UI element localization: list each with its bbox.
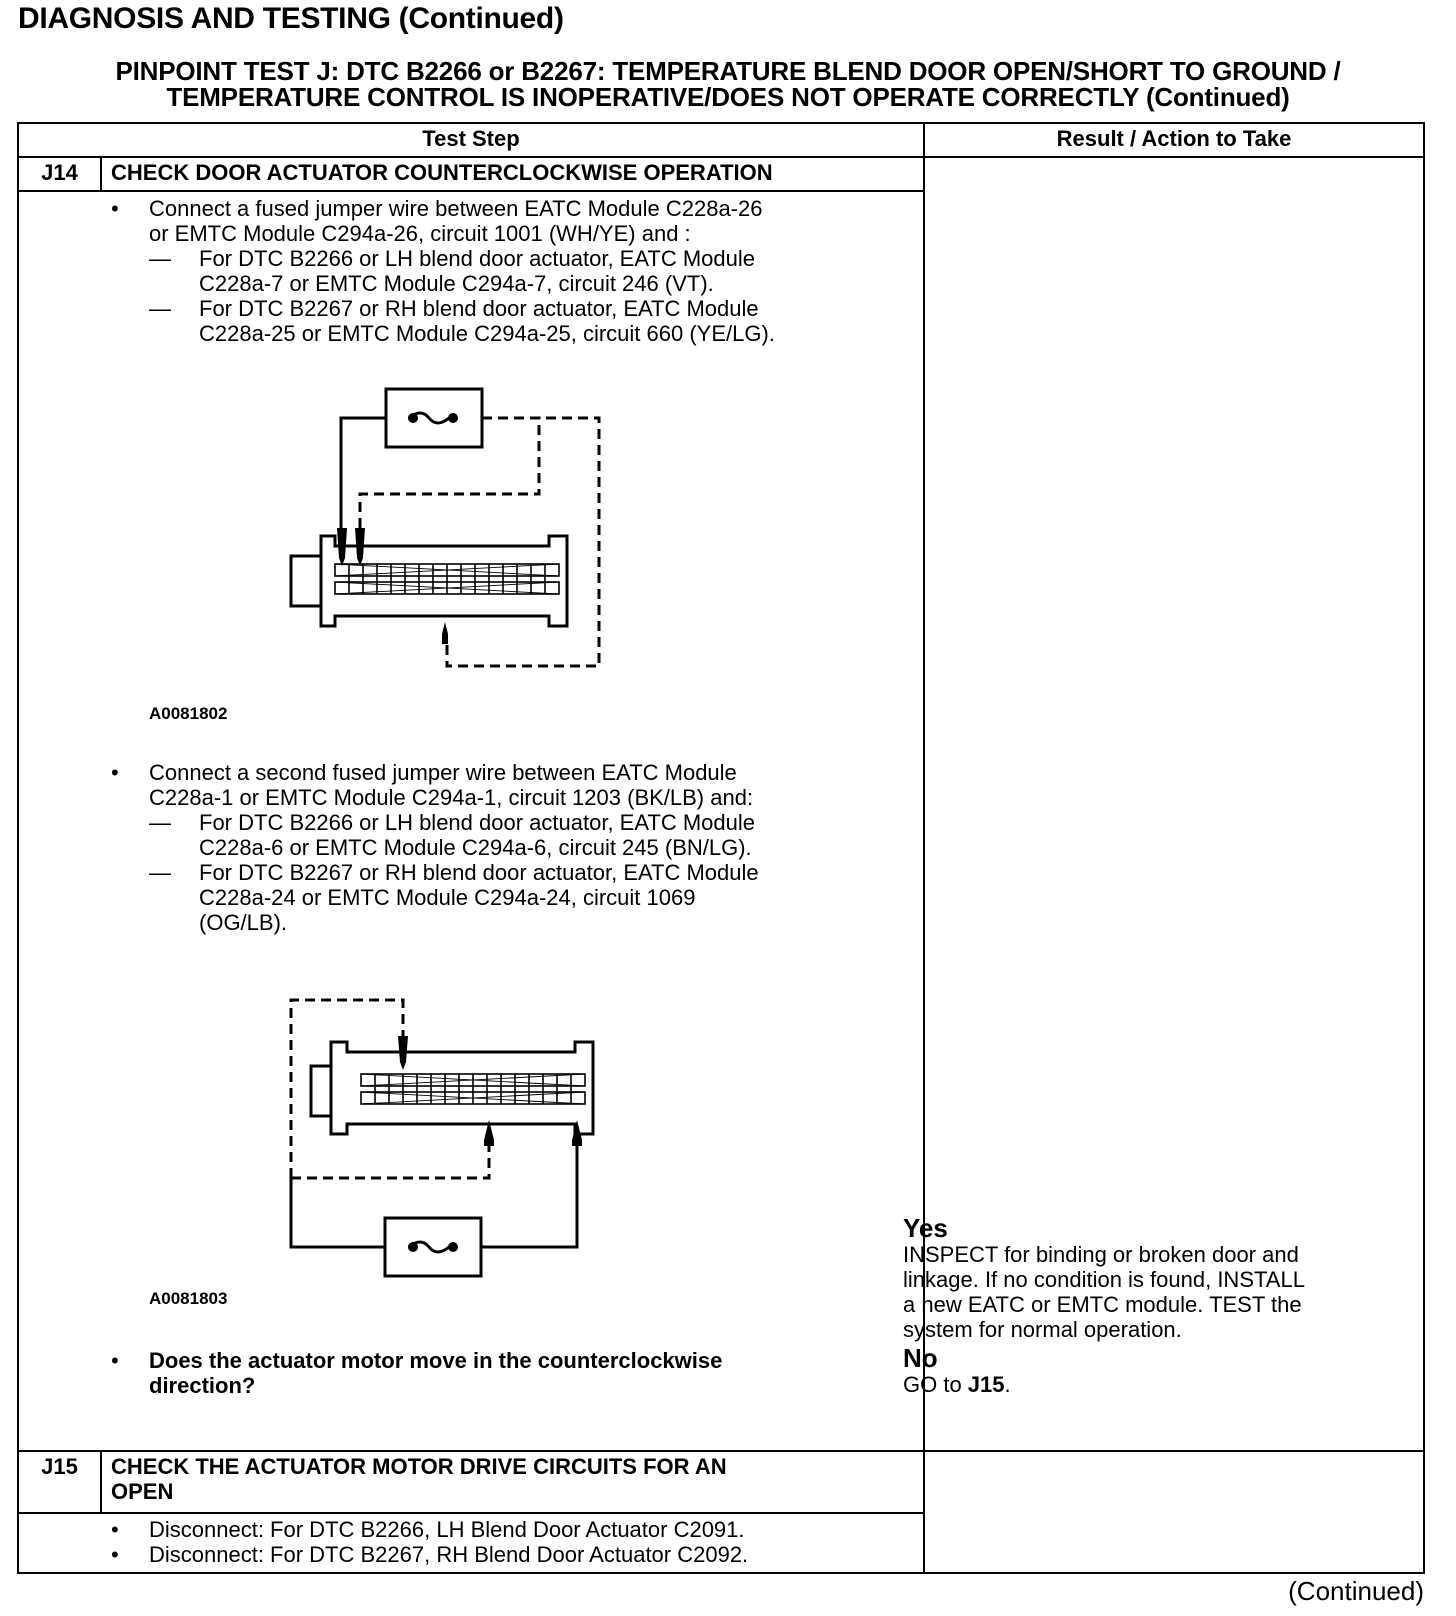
j15-title-line: OPEN — [111, 1479, 174, 1504]
sub-bullet-line: C228a-7 or EMTC Module C294a-7, circuit 246 (VT). — [199, 271, 714, 296]
jumper-wire-dashed-2 — [447, 418, 599, 666]
j14-bullet-1 — [111, 196, 911, 346]
dash-mark: — — [149, 860, 171, 885]
sub-bullet-line: C228a-25 or EMTC Module C294a-25, circuit 660 (YE/LG). — [199, 321, 775, 346]
yes-label: Yes — [903, 1213, 948, 1243]
j14-result-no — [903, 1344, 1403, 1397]
connector-pins — [335, 564, 559, 594]
bullet-line: Connect a second fused jumper wire between EATC Module — [149, 760, 737, 785]
bullet-mark: • — [111, 1348, 119, 1373]
sub-bullet-line: For DTC B2266 or LH blend door actuator, EATC Module — [199, 810, 755, 835]
j14-step-title: CHECK DOOR ACTUATOR COUNTERCLOCKWISE OPERATION — [111, 160, 773, 185]
sub-bullet-line: C228a-24 or EMTC Module C294a-24, circuit 1069 — [199, 885, 696, 910]
bullet-line: Disconnect: For DTC B2266, LH Blend Door Actuator C2091. — [149, 1517, 745, 1542]
bullet-mark: • — [111, 1542, 119, 1567]
connector-latch — [311, 1066, 331, 1116]
j15-title-rule — [19, 1512, 923, 1514]
continued-footer: (Continued) — [1288, 1576, 1424, 1606]
yes-action-line: system for normal operation. — [903, 1317, 1182, 1342]
header-test-step: Test Step — [422, 126, 520, 151]
question-line: direction? — [149, 1373, 256, 1398]
header-result: Result / Action to Take — [1056, 126, 1292, 151]
yes-action-line: a new EATC or EMTC module. TEST the — [903, 1292, 1302, 1317]
connector-body — [331, 1042, 593, 1134]
sub-bullet-line: (OG/LB). — [199, 910, 288, 935]
connector-diagram-2 — [279, 986, 639, 1286]
test-table — [17, 122, 1425, 1574]
go-to-j15-link[interactable]: J15 — [967, 1372, 1005, 1397]
bullet-line: Connect a fused jumper wire between EATC Module C228a-26 — [149, 196, 763, 221]
title-line-1: PINPOINT TEST J: DTC B2266 or B2267: TEMPERATURE BLEND DOOR OPEN/SHORT TO GROUND / — [115, 56, 1341, 86]
no-action-prefix: GO to — [903, 1372, 968, 1397]
figure-1-label: A0081802 — [149, 704, 228, 723]
j14-end-rule — [19, 1450, 1423, 1452]
sub-bullet-line: For DTC B2267 or RH blend door actuator, EATC Module — [199, 296, 759, 321]
connector-pins — [361, 1074, 585, 1104]
yes-action-line: linkage. If no condition is found, INSTALL — [903, 1267, 1305, 1292]
pinpoint-test-title — [0, 58, 1456, 110]
j14-id-divider — [100, 156, 102, 190]
bullet-mark: • — [111, 196, 119, 221]
figure-2-label: A0081803 — [149, 1289, 228, 1308]
j15-title-line: CHECK THE ACTUATOR MOTOR DRIVE CIRCUITS FOR AN — [111, 1454, 727, 1479]
dash-mark: — — [149, 296, 171, 321]
sub-bullet-line: For DTC B2266 or LH blend door actuator, EATC Module — [199, 246, 755, 271]
dash-mark: — — [149, 246, 171, 271]
no-label: No — [903, 1343, 938, 1373]
title-line-2: TEMPERATURE CONTROL IS INOPERATIVE/DOES NOT OPERATE CORRECTLY (Continued) — [166, 82, 1290, 112]
j15-bullets — [111, 1517, 911, 1567]
j15-step-id: J15 — [41, 1454, 78, 1479]
connector-diagram-1 — [279, 386, 639, 686]
jumper-wire-dashed-2 — [291, 1138, 489, 1178]
bullet-line: Disconnect: For DTC B2267, RH Blend Door Actuator C2092. — [149, 1542, 749, 1567]
j15-id-divider — [100, 1450, 102, 1512]
header-rule — [19, 156, 1423, 158]
jumper-wire-dashed-1 — [291, 1000, 403, 1178]
bullet-mark: • — [111, 1517, 119, 1542]
question-line: Does the actuator motor move in the counterclockwise — [149, 1348, 723, 1373]
fuse-box — [386, 389, 482, 447]
bullet-line: C228a-1 or EMTC Module C294a-1, circuit 1203 (BK/LB) and: — [149, 785, 754, 810]
dash-mark: — — [149, 810, 171, 835]
j14-question — [111, 1348, 911, 1398]
sub-bullet-line: For DTC B2267 or RH blend door actuator, EATC Module — [199, 860, 759, 885]
connector-latch — [291, 556, 321, 606]
sub-bullet-line: C228a-6 or EMTC Module C294a-6, circuit 245 (BN/LG). — [199, 835, 752, 860]
j15-step-title — [111, 1454, 727, 1504]
yes-action-line: INSPECT for binding or broken door and — [903, 1242, 1299, 1267]
jumper-terminals — [398, 1036, 582, 1252]
j14-step-id: J14 — [41, 160, 78, 185]
j14-title-rule — [19, 190, 923, 192]
no-action-suffix: . — [1004, 1372, 1011, 1397]
j14-result-yes — [903, 1214, 1403, 1342]
j14-bullet-2 — [111, 760, 911, 935]
bullet-line: or EMTC Module C294a-26, circuit 1001 (WH/YE) and : — [149, 221, 691, 246]
no-action-line — [903, 1372, 1403, 1397]
page-heading: DIAGNOSIS AND TESTING (Continued) — [18, 2, 564, 35]
bullet-mark: • — [111, 760, 119, 785]
fuse-box — [385, 1218, 481, 1276]
